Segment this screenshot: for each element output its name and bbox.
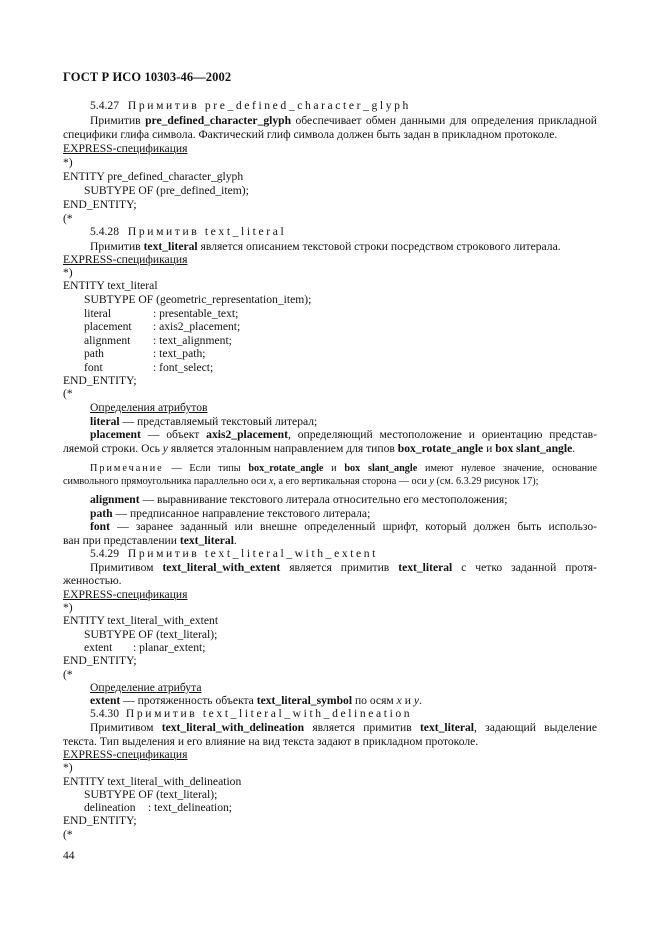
text: — представляемый текстовый литерал; [119,415,318,428]
definition-placement-cont [63,442,575,455]
entity-ref: axis2_placement [206,428,288,441]
text: — протяженность объекта [120,694,257,707]
axis-symbol: x [268,476,274,487]
note-label: Примечание [90,463,164,474]
axis-symbol: y [162,442,168,455]
attribute-type: : axis2_placement; [153,320,241,333]
text: имеют нулевое значение, основание [417,463,598,474]
entity-declaration: ENTITY text_literal_with_extent [63,614,219,627]
attribute-term: alignment [90,493,140,506]
paragraph-cont: специфики глифа символа. Фактический глиф символа должен быть задан в прикладном протоколе. [63,128,558,141]
axis-symbol: y [429,476,434,487]
attribute-type: : text_delineation; [148,801,233,814]
text: по осям [352,694,397,707]
section-number: 5.4.28 [90,225,119,238]
text: — заранее заданный или внешне определенный шрифт, который должен быть использо- [109,520,597,533]
text: , а его вертикальная сторона — оси [273,476,430,487]
text: символьного прямоугольника параллельно оси [63,476,269,487]
text: обеспечивает обмен данными для определения прикладной [291,114,597,127]
page-number: 44 [63,850,75,862]
definition-path [90,507,370,520]
entity-declaration: ENTITY pre_defined_character_glyph [63,170,244,183]
paragraph [90,721,597,734]
paragraph [90,114,597,127]
text: — выравнивание текстового литерала относительно его местоположения; [139,493,508,506]
entity-ref: text_literal_with_extent [162,561,281,574]
attribute-type: : presentable_text; [153,307,239,320]
axis-symbol: x [396,694,402,707]
subtype-declaration: SUBTYPE OF (pre_defined_item); [84,184,249,197]
express-spec-label: EXPRESS-спецификация [63,142,188,155]
text: — объект [140,428,207,441]
definitions-title: Определения атрибутов [90,401,208,414]
entity-ref: box slant_angle [495,442,573,455]
text: с четко заданной протя- [452,561,597,574]
attribute-row [84,320,241,333]
text: Примитив [90,114,146,127]
note [90,462,597,475]
axis-symbol: y [413,694,419,707]
attribute-type: : text_path; [153,347,206,360]
section-number: 5.4.27 [90,99,119,112]
entity-ref: text_literal [143,240,198,253]
text: . [572,442,576,455]
section-5430-heading [90,707,412,720]
text: и [483,442,496,455]
text: и [401,694,414,707]
attribute-name: delineation [84,801,136,814]
code-open: *) [63,601,73,614]
section-number: 5.4.30 [90,707,119,720]
attribute-row [84,334,232,347]
attribute-term: literal [90,415,120,428]
section-title: Примитив pre_defined_character_glyph [127,99,411,112]
entity-declaration: ENTITY text_literal_with_delineation [63,775,242,788]
entity-ref: box slant_angle [344,463,418,474]
section-number: 5.4.29 [90,547,119,560]
section-5428-heading [90,225,286,238]
attribute-row [84,641,206,654]
definition-alignment [90,493,507,506]
attribute-term: font [90,520,110,533]
attribute-name: font [84,361,103,374]
text: является эталонным направлением для типов [167,442,398,455]
paragraph-cont: текста. Тип выделения и его влияние на вид текста задают в прикладном протоколе. [63,735,479,748]
text: , определяющий местоположение и ориентацию представ- [287,428,597,441]
paragraph [90,561,597,574]
code-open: *) [63,761,73,774]
attribute-type: : text_alignment; [153,334,232,347]
subtype-declaration: SUBTYPE OF (text_literal); [84,788,218,801]
standard-header: ГОСТ Р ИСО 10303-46—2002 [63,70,232,84]
express-spec-label: EXPRESS-спецификация [63,748,188,761]
attribute-type: : planar_extent; [133,641,206,654]
definition-font-cont [63,534,237,547]
subtype-declaration: SUBTYPE OF (geometric_representation_item); [84,293,312,306]
text: ляемой строки. Ось [63,442,163,455]
attribute-row [84,347,206,360]
text: — Если типы [163,463,249,474]
attribute-type: : font_select; [153,361,214,374]
code-close: (* [63,387,73,400]
definition-literal [90,415,317,428]
attribute-row [84,801,233,814]
definition-title: Определение атрибута [90,681,202,694]
entity-ref: text_literal_symbol [256,694,353,707]
text: Примитивом [90,561,163,574]
text: . [233,534,237,547]
end-entity: END_ENTITY; [63,814,137,827]
code-close: (* [63,828,73,841]
text: Примитивом [90,721,162,734]
definition-extent [90,694,422,707]
entity-ref: text_literal [179,534,234,547]
section-title: Примитив text_literal_with_extent [127,547,379,560]
definition-font [90,520,597,533]
attribute-name: literal [84,307,112,320]
entity-ref: box_rotate_angle [248,463,324,474]
code-open: *) [63,266,73,279]
attribute-name: alignment [84,334,131,347]
entity-ref: text_literal [419,721,475,734]
attribute-row [84,361,214,374]
text: , задающий выделение [474,721,597,734]
end-entity: END_ENTITY; [63,374,137,387]
express-spec-label: EXPRESS-спецификация [63,253,188,266]
attribute-name: placement [84,320,132,333]
definition-placement [90,428,597,441]
text: . [418,694,422,707]
text: является описанием текстовой строки посредством строкового литерала. [197,240,561,253]
entity-ref: text_literal_with_delineation [161,721,305,734]
note-cont [63,475,538,488]
paragraph-cont: женностью. [63,574,122,587]
text: — предписанное направление текстового литерала; [112,507,371,520]
attribute-term: placement [90,428,141,441]
text: и [323,463,345,474]
end-entity: END_ENTITY; [63,198,137,211]
entity-declaration: ENTITY text_literal [63,279,158,292]
paragraph [90,240,561,253]
section-title: Примитив text_literal_with_delineation [125,707,413,720]
code-close: (* [63,668,73,681]
attribute-term: path [90,507,113,520]
text: является примитив [304,721,420,734]
text: является примитив [280,561,399,574]
code-open: *) [63,156,73,169]
entity-ref: box_rotate_angle [397,442,484,455]
attribute-row [84,307,239,320]
attribute-name: path [84,347,104,360]
entity-ref: pre_defined_character_glyph [145,114,292,127]
express-spec-label: EXPRESS-спецификация [63,588,188,601]
attribute-name: extent [84,641,113,654]
section-5429-heading [90,547,378,560]
text: Примитив [90,240,144,253]
subtype-declaration: SUBTYPE OF (text_literal); [84,628,218,641]
end-entity: END_ENTITY; [63,654,137,667]
text: ван при представлении [63,534,180,547]
code-close: (* [63,212,73,225]
entity-ref: text_literal [398,561,453,574]
section-title: Примитив text_literal [127,225,287,238]
section-5427-heading [90,99,411,112]
text: (см. 6.3.29 рисунок 17); [433,476,539,487]
attribute-term: extent [90,694,121,707]
